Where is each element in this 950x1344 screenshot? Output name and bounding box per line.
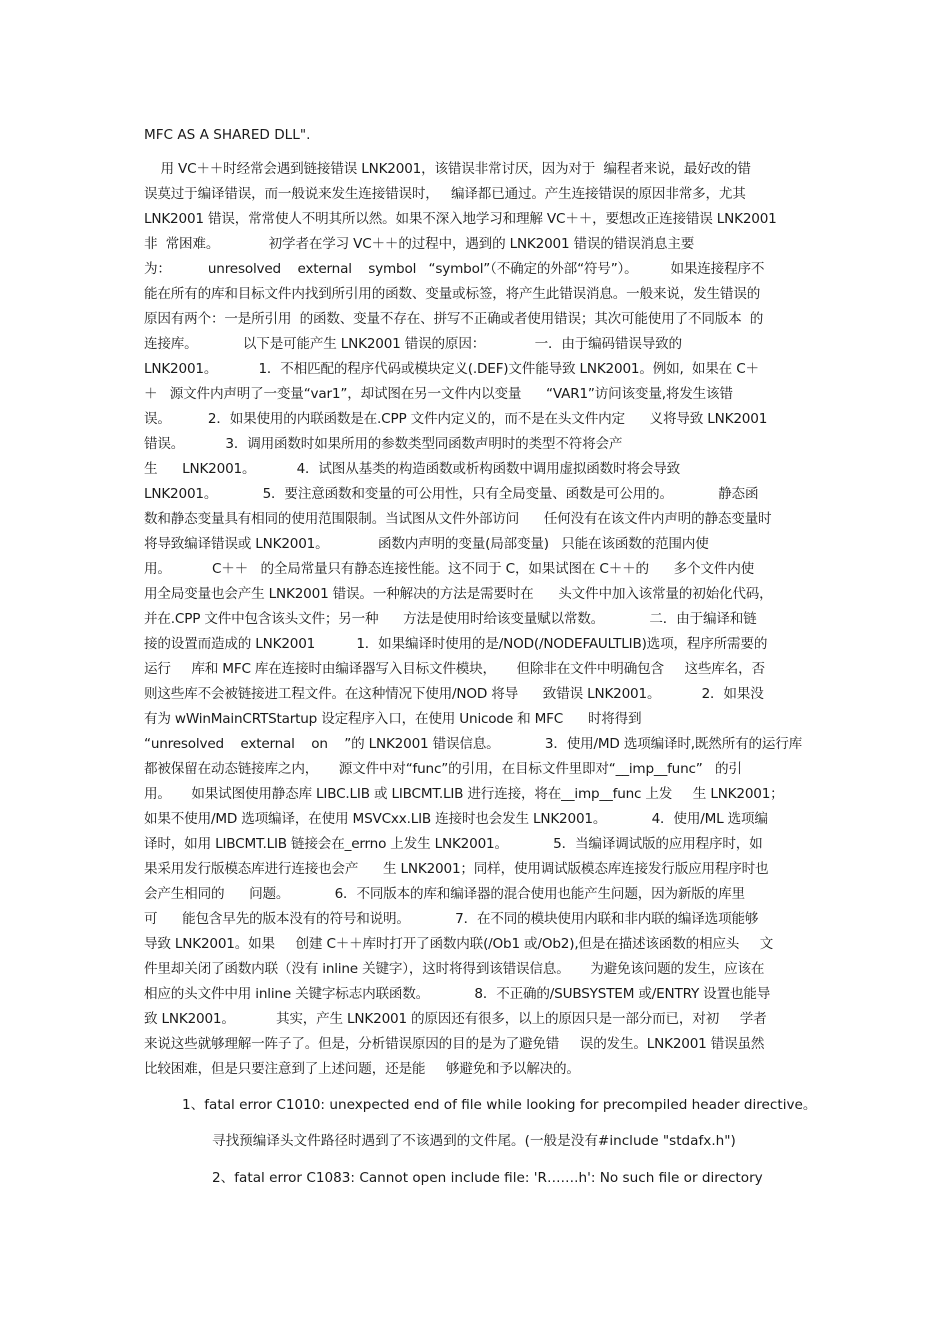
body-line: 用。 C＋＋ 的全局常量只有静态连接性能。这不同于 C，如果试图在 C＋＋的 多个文件内使 [144, 561, 754, 577]
body-line: 会产生相同的 问题。 6．不同版本的库和编译器的混合使用也能产生问题，因为新版的库里 [144, 886, 745, 902]
body-line: 导致 LNK2001。如果 创建 C＋＋库时打开了函数内联(/Ob1 或/Ob2),但是在描述该函数的相应头 文 [144, 936, 774, 952]
body-line: 用全局变量也会产生 LNK2001 错误。一种解决的方法是需要时在 头文件中加入该常量的初始化代码， [144, 586, 773, 602]
body-line: 能在所有的库和目标文件内找到所引用的函数、变量或标签，将产生此错误消息。一般来说，发生错误的 [144, 286, 761, 302]
body-line: 果采用发行版模态库进行连接也会产 生 LNK2001；同样，使用调试版模态库连接发行版应用程序时也 [144, 861, 769, 877]
body-line: 用 VC＋＋时经常会遇到链接错误 LNK2001，该错误非常讨厌，因为对于 编程者来说，最好改的错 [144, 161, 751, 177]
error-item-1: 1、fatal error C1010: unexpected end of file while looking for precompiled header directive。 [182, 1097, 817, 1113]
heading-fragment: MFC AS A SHARED DLL". [144, 127, 311, 143]
body-line: LNK2001 错误，常常使人不明其所以然。如果不深入地学习和理解 VC＋＋，要想改正连接错误 LNK2001 [144, 211, 777, 227]
body-line: 生 LNK2001。 4．试图从基类的构造函数或析构函数中调用虚拟函数时将会导致 [144, 461, 681, 477]
body-line: 错误。 3．调用函数时如果所用的参数类型同函数声明时的类型不符将会产 [144, 436, 623, 452]
body-line: 数和静态变量具有相同的使用范围限制。当试图从文件外部访问 任何没有在该文件内声明的静态变量时 [144, 511, 772, 527]
body-line: 运行 库和 MFC 库在连接时由编译器写入目标文件模块， 但除非在文件中明确包含 这些库名，否 [144, 661, 765, 677]
body-line: 原因有两个：一是所引用 的函数、变量不存在、拼写不正确或者使用错误；其次可能使用了不同版本 的 [144, 311, 764, 327]
body-line: 有为 wWinMainCRTStartup 设定程序入口，在使用 Unicode 和 MFC 时将得到 [144, 711, 642, 727]
body-line: 比较困难，但是只要注意到了上述问题，还是能 够避免和予以解决的。 [144, 1061, 580, 1077]
body-line: 为： unresolved external symbol “symbol”（不确定的外部“符号”）。 如果连接程序不 [144, 261, 765, 277]
body-line: 如果不使用/MD 选项编译，在使用 MSVCxx.LIB 连接时也会发生 LNK2001。 4．使用/ML 选项编 [144, 811, 768, 827]
body-line: LNK2001。 1．不相匹配的程序代码或模块定义(.DEF)文件能导致 LNK2001。例如, 如果在 C＋ [144, 361, 759, 377]
body-line: 误。 2．如果使用的内联函数是在.CPP 文件内定义的，而不是在头文件内定 义将导致 LNK2001 [144, 411, 768, 427]
body-line: 都被保留在动态链接库之内， 源文件中对“func”的引用，在目标文件里即对“__imp__func” 的引 [144, 761, 742, 777]
body-line: 则这些库不会被链接进工程文件。在这种情况下使用/NOD 将导 致错误 LNK2001。 2．如果没 [144, 686, 764, 702]
body-line: 误莫过于编译错误，而一般说来发生连接错误时， 编译都已通过。产生连接错误的原因非常多，尤其 [144, 186, 746, 202]
body-line: “unresolved external on ”的 LNK2001 错误信息。 3．使用/MD 选项编译时,既然所有的运行库 [144, 736, 803, 752]
body-line: 并在.CPP 文件中包含该头文件；另一种 方法是使用时给该变量赋以常数。 二．由于编译和链 [144, 611, 757, 627]
body-line: 相应的头文件中用 inline 关键字标志内联函数。 8．不正确的/SUBSYSTEM 或/ENTRY 设置也能导 [144, 986, 771, 1002]
body-line: 译时，如用 LIBCMT.LIB 链接会在_errno 上发生 LNK2001。 5．当编译调试版的应用程序时，如 [144, 836, 763, 852]
body-line: 连接库。 以下是可能产生 LNK2001 错误的原因： 一．由于编码错误导致的 [144, 336, 682, 352]
body-line: 件里却关闭了函数内联（没有 inline 关键字），这时将得到该错误信息。 为避免该问题的发生，应该在 [144, 961, 765, 977]
body-line: 非 常困难。 初学者在学习 VC＋＋的过程中，遇到的 LNK2001 错误的错误消息主要 [144, 236, 695, 252]
body-line: 来说这些就够理解一阵子了。但是，分析错误原因的目的是为了避免错 误的发生。LNK2001 错误虽然 [144, 1036, 765, 1052]
body-line: 可 能包含早先的版本没有的符号和说明。 7．在不同的模块使用内联和非内联的编译选项能够 [144, 911, 759, 927]
body-line: 致 LNK2001。 其实，产生 LNK2001 的原因还有很多，以上的原因只是一部分而已，对初 学者 [144, 1011, 767, 1027]
body-line: 将导致编译错误或 LNK2001。 函数内声明的变量(局部变量) 只能在该函数的范围内使 [144, 536, 709, 552]
body-line: 用。 如果试图使用静态库 LIBC.LIB 或 LIBCMT.LIB 进行连接，将在__imp__func 上发 生 LNK2001； [144, 786, 784, 802]
body-line: LNK2001。 5．要注意函数和变量的可公用性，只有全局变量、函数是可公用的。 静态函 [144, 486, 759, 502]
body-line: ＋ 源文件内声明了一变量“var1”，却试图在另一文件内以变量 “VAR1”访问该变量,将发生该错 [144, 386, 733, 402]
body-line: 接的设置而造成的 LNK2001 1．如果编译时使用的是/NOD(/NODEFAULTLIB)选项，程序所需要的 [144, 636, 768, 652]
error-item-2: 2、fatal error C1083: Cannot open include file: 'R…….h': No such file or directory [212, 1170, 763, 1186]
error-item-1-note: 寻找预编译头文件路径时遇到了不该遇到的文件尾。(一般是没有#include "stdafx.h") [212, 1133, 736, 1149]
